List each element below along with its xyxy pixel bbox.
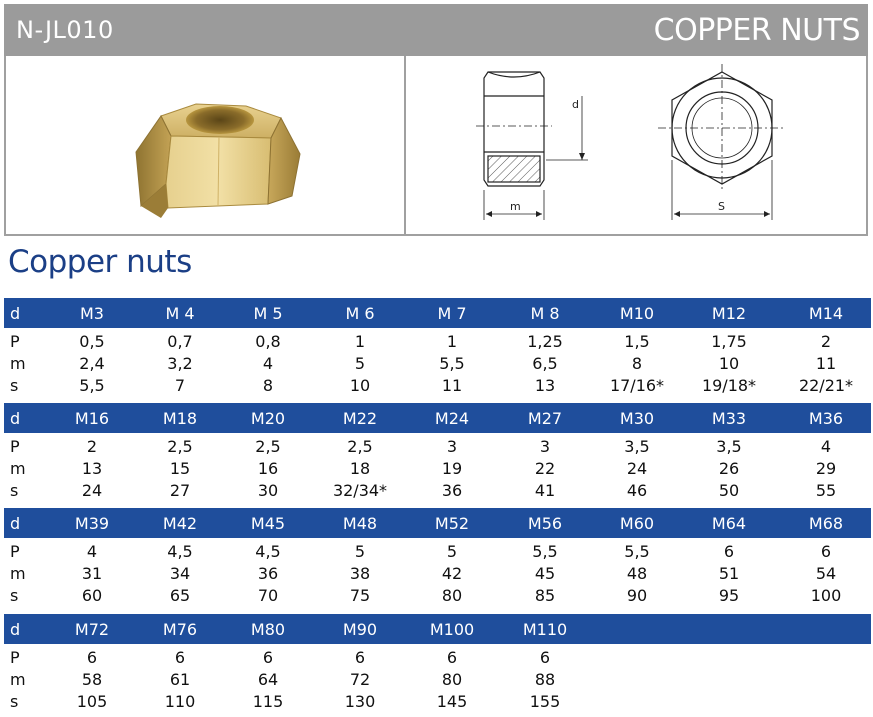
table-cell: 2 <box>820 331 832 351</box>
table-cell: 4 <box>262 353 274 373</box>
table-cell: 6 <box>174 647 186 667</box>
header-label-d: d <box>10 513 21 533</box>
table-cell: 0,5 <box>79 331 105 351</box>
table-cell: 1,75 <box>711 331 747 351</box>
table-row-s <box>4 374 871 396</box>
table-row-m <box>4 562 871 584</box>
table-cell: 85 <box>534 585 556 605</box>
size-header-cell: M 7 <box>437 303 467 323</box>
table-cell: 3 <box>446 436 458 456</box>
table-cell: 80 <box>441 669 463 689</box>
table-cell: 6 <box>820 541 832 561</box>
copper-nut-photo <box>6 56 404 234</box>
table-cell: 6,5 <box>532 353 558 373</box>
table-cell: 13 <box>81 458 103 478</box>
dimension-s-label: S <box>718 200 725 213</box>
row-label: s <box>10 375 19 395</box>
table-cell: 88 <box>534 669 556 689</box>
table-cell: 5,5 <box>439 353 465 373</box>
table-cell: 100 <box>810 585 842 605</box>
table-row-m <box>4 457 871 479</box>
table-cell: 155 <box>529 691 561 711</box>
size-header-cell: M 8 <box>530 303 560 323</box>
table-cell: 5,5 <box>79 375 105 395</box>
table-cell: 38 <box>349 563 371 583</box>
table-cell: 13 <box>534 375 556 395</box>
table-row-s <box>4 479 871 501</box>
table-cell: 6 <box>539 647 551 667</box>
row-label: s <box>10 585 19 605</box>
size-header-cell: M68 <box>808 513 844 533</box>
table-cell: 6 <box>354 647 366 667</box>
table-cell: 5 <box>354 353 366 373</box>
table-cell: 1 <box>354 331 366 351</box>
table-cell: 30 <box>257 480 279 500</box>
table-cell: 130 <box>344 691 376 711</box>
table-cell: 72 <box>349 669 371 689</box>
table-cell: 2,5 <box>255 436 281 456</box>
table-cell: 0,7 <box>167 331 193 351</box>
row-label: m <box>10 669 26 689</box>
table-row-s <box>4 690 871 712</box>
table-cell: 145 <box>436 691 468 711</box>
table-cell: 1,25 <box>527 331 563 351</box>
table-row-s <box>4 584 871 606</box>
table-cell: 80 <box>441 585 463 605</box>
size-header-cell: M45 <box>250 513 286 533</box>
table-cell: 34 <box>169 563 191 583</box>
product-code: N-JL010 <box>16 16 114 44</box>
table-cell: 2 <box>86 436 98 456</box>
row-label: s <box>10 691 19 711</box>
table-cell: 50 <box>718 480 740 500</box>
table-cell: 0,8 <box>255 331 281 351</box>
table-cell: 46 <box>626 480 648 500</box>
row-label: m <box>10 563 26 583</box>
dimension-d-label: d <box>572 98 579 111</box>
table-cell: 32/34* <box>332 480 388 500</box>
table-cell: 3,5 <box>716 436 742 456</box>
size-header-cell: M12 <box>711 303 747 323</box>
table-cell: 11 <box>815 353 837 373</box>
table-cell: 19 <box>441 458 463 478</box>
size-header-cell: M52 <box>434 513 470 533</box>
table-header-row <box>4 403 871 433</box>
size-header-cell: M16 <box>74 408 110 428</box>
size-header-cell: M76 <box>162 619 198 639</box>
section-title: Copper nuts <box>8 244 192 280</box>
table-cell: 36 <box>257 563 279 583</box>
technical-drawing-panel <box>404 56 868 236</box>
row-label: P <box>10 647 20 667</box>
size-header-cell: M10 <box>619 303 655 323</box>
table-cell: 31 <box>81 563 103 583</box>
size-header-cell: M90 <box>342 619 378 639</box>
table-cell: 58 <box>81 669 103 689</box>
table-cell: 75 <box>349 585 371 605</box>
table-cell: 24 <box>626 458 648 478</box>
table-header-row <box>4 614 871 644</box>
size-header-cell: M27 <box>527 408 563 428</box>
table-cell: 48 <box>626 563 648 583</box>
table-header-row <box>4 508 871 538</box>
table-cell: 70 <box>257 585 279 605</box>
size-header-cell: M 6 <box>345 303 375 323</box>
table-cell: 64 <box>257 669 279 689</box>
table-cell: 8 <box>262 375 274 395</box>
row-label: P <box>10 331 20 351</box>
table-cell: 11 <box>441 375 463 395</box>
table-cell: 4 <box>86 541 98 561</box>
table-cell: 19/18* <box>701 375 757 395</box>
size-header-cell: M 5 <box>253 303 283 323</box>
table-cell: 2,5 <box>347 436 373 456</box>
table-cell: 95 <box>718 585 740 605</box>
table-cell: 1,5 <box>624 331 650 351</box>
size-header-cell: M39 <box>74 513 110 533</box>
table-cell: 26 <box>718 458 740 478</box>
table-cell: 6 <box>723 541 735 561</box>
size-header-cell: M 4 <box>165 303 195 323</box>
table-cell: 3 <box>539 436 551 456</box>
table-cell: 5 <box>446 541 458 561</box>
table-cell: 36 <box>441 480 463 500</box>
size-header-cell: M14 <box>808 303 844 323</box>
size-header-cell: M56 <box>527 513 563 533</box>
table-header-row <box>4 298 871 328</box>
size-header-cell: M36 <box>808 408 844 428</box>
row-label: s <box>10 480 19 500</box>
row-label: m <box>10 353 26 373</box>
table-cell: 90 <box>626 585 648 605</box>
table-cell: 61 <box>169 669 191 689</box>
table-cell: 10 <box>718 353 740 373</box>
table-cell: 17/16* <box>609 375 665 395</box>
table-row-m <box>4 668 871 690</box>
table-cell: 6 <box>86 647 98 667</box>
table-cell: 5,5 <box>532 541 558 561</box>
size-header-cell: M48 <box>342 513 378 533</box>
table-cell: 15 <box>169 458 191 478</box>
table-cell: 45 <box>534 563 556 583</box>
table-cell: 3,2 <box>167 353 193 373</box>
table-row-P <box>4 435 871 457</box>
table-cell: 54 <box>815 563 837 583</box>
table-cell: 8 <box>631 353 643 373</box>
table-row-P <box>4 646 871 668</box>
table-cell: 115 <box>252 691 284 711</box>
table-cell: 55 <box>815 480 837 500</box>
size-header-cell: M80 <box>250 619 286 639</box>
product-photo-panel <box>4 56 406 236</box>
size-header-cell: M33 <box>711 408 747 428</box>
table-cell: 1 <box>446 331 458 351</box>
table-cell: 105 <box>76 691 108 711</box>
table-cell: 4,5 <box>167 541 193 561</box>
table-cell: 18 <box>349 458 371 478</box>
table-cell: 60 <box>81 585 103 605</box>
table-cell: 22 <box>534 458 556 478</box>
size-header-cell: M60 <box>619 513 655 533</box>
table-cell: 5,5 <box>624 541 650 561</box>
header-label-d: d <box>10 303 21 323</box>
size-header-cell: M72 <box>74 619 110 639</box>
dimension-m-label: m <box>510 200 521 213</box>
table-cell: 65 <box>169 585 191 605</box>
size-header-cell: M18 <box>162 408 198 428</box>
table-row-P <box>4 330 871 352</box>
table-cell: 6 <box>446 647 458 667</box>
size-header-cell: M30 <box>619 408 655 428</box>
size-header-cell: M3 <box>80 303 104 323</box>
table-cell: 4,5 <box>255 541 281 561</box>
table-cell: 7 <box>174 375 186 395</box>
header-label-d: d <box>10 619 21 639</box>
table-cell: 5 <box>354 541 366 561</box>
header-bar <box>4 4 868 56</box>
size-header-cell: M64 <box>711 513 747 533</box>
table-cell: 10 <box>349 375 371 395</box>
table-cell: 27 <box>169 480 191 500</box>
nut-technical-drawing <box>406 56 866 234</box>
table-cell: 6 <box>262 647 274 667</box>
size-header-cell: M42 <box>162 513 198 533</box>
table-cell: 16 <box>257 458 279 478</box>
size-header-cell: M20 <box>250 408 286 428</box>
table-cell: 24 <box>81 480 103 500</box>
table-row-m <box>4 352 871 374</box>
table-row-P <box>4 540 871 562</box>
table-cell: 42 <box>441 563 463 583</box>
table-cell: 110 <box>164 691 196 711</box>
size-header-cell: M24 <box>434 408 470 428</box>
header-label-d: d <box>10 408 21 428</box>
row-label: m <box>10 458 26 478</box>
table-cell: 29 <box>815 458 837 478</box>
row-label: P <box>10 541 20 561</box>
table-cell: 4 <box>820 436 832 456</box>
table-cell: 22/21* <box>798 375 854 395</box>
table-cell: 2,4 <box>79 353 105 373</box>
table-cell: 51 <box>718 563 740 583</box>
table-cell: 41 <box>534 480 556 500</box>
table-cell: 2,5 <box>167 436 193 456</box>
row-label: P <box>10 436 20 456</box>
header-title: COPPER NUTS <box>653 13 860 48</box>
size-header-cell: M100 <box>429 619 475 639</box>
size-header-cell: M110 <box>522 619 568 639</box>
table-cell: 3,5 <box>624 436 650 456</box>
size-header-cell: M22 <box>342 408 378 428</box>
